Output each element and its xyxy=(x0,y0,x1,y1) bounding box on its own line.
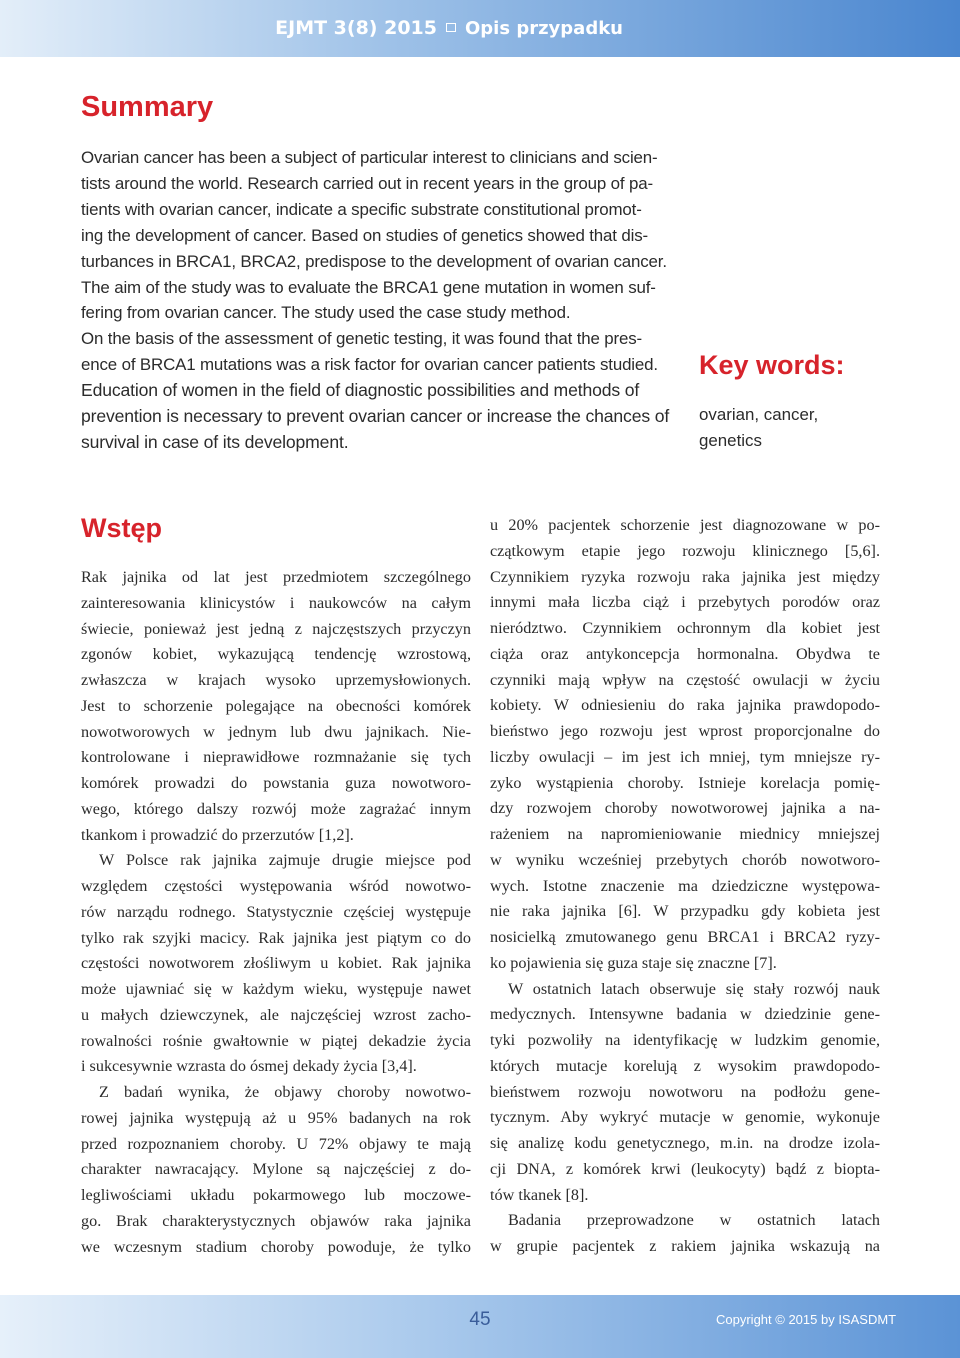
body-line: go. Brak charakterystycznych objawów raka jajnika xyxy=(81,1211,471,1230)
keywords-line: genetics xyxy=(699,430,762,450)
body-line: rażeniem na napromieniowanie miednicy mniejszej xyxy=(490,825,880,843)
body-line: rów narządu rodnego. Statystycznie częściej występuje xyxy=(81,902,471,921)
body-line: tów tkanek [8]. xyxy=(490,1185,589,1204)
journal-header xyxy=(275,17,623,39)
body-line: rowej jajnika występują aż u 95% badanych na rok xyxy=(81,1108,471,1127)
body-line: w grupie pacjentek z rakiem jajnika wskazują na xyxy=(490,1237,880,1255)
body-line: innymi mała liczba ciąż i przebytych porodów oraz xyxy=(490,593,880,612)
summary-line: On the basis of the assessment of genetic testing, it was found that the pres- xyxy=(81,329,643,349)
body-line: medycznych. Intensywne badania w dziedzinie gene- xyxy=(490,1005,880,1024)
intro-heading: Wstęp xyxy=(81,513,162,543)
body-line: Z badań wynika, że objawy choroby nowotwo- xyxy=(99,1083,471,1101)
summary-line: turbances in BRCA1, BRCA2, predispose to the development of ovarian cancer. xyxy=(81,251,667,271)
summary-line: tists around the world. Research carried out in recent years in the group of pa- xyxy=(81,173,653,193)
body-line: wych. Istotne znaczenie ma dziedziczne występowa- xyxy=(490,876,880,895)
section-label: Opis przypadku xyxy=(464,18,623,39)
body-line: świecie, ponieważ jest jedną z najczęstszych przyczyn xyxy=(81,619,471,638)
body-line: tkankom i prowadzić do przerzutów [1,2]. xyxy=(81,825,354,844)
body-line: nie raka jajnika [6]. W przypadku gdy kobieta jest xyxy=(490,902,880,921)
body-line: czątkowym etapie jego rozwoju klinicznego [5,6]. xyxy=(490,541,880,560)
summary-line: ence of BRCA1 mutations was a risk factor for ovarian cancer patients studied. xyxy=(81,355,658,375)
body-line: liczby owulacji – im jest ich mniej, tym mniejsze ry- xyxy=(490,747,880,766)
body-line: charakter nawracający. Mylone są najczęściej z do- xyxy=(81,1160,471,1179)
body-line: komórek prowadzi do powstania guza nowotworo- xyxy=(81,774,471,792)
body-line: kobiety. W odniesieniu do raka jajnika prawdopodo- xyxy=(490,696,880,715)
body-line: bieństwo jego rozwoju jest wprost proporcjonalne do xyxy=(490,722,880,740)
body-line: ciąża oraz antykoncepcja hormonalna. Obydwa te xyxy=(490,644,880,663)
summary-line: Education of women in the field of diagnostic possibilities and methods of xyxy=(81,380,640,401)
body-line: częstości nowotworem złośliwym u kobiet. Rak jajnika xyxy=(81,954,471,973)
body-line: dzy rozwojem choroby nowotworowej jajnika a na- xyxy=(490,799,880,818)
square-separator-icon xyxy=(446,23,456,32)
summary-line: The aim of the study was to evaluate the BRCA1 gene mutation in women suf- xyxy=(81,277,656,297)
body-line: rowalności rośnie gwałtownie w piątej dekadzie życia xyxy=(81,1031,471,1050)
body-line: u małych dziewczynek, ale najczęściej wzrost zacho- xyxy=(81,1005,471,1024)
keywords-heading: Key words: xyxy=(699,350,845,380)
intro-left-column xyxy=(81,565,471,1260)
intro-right-column xyxy=(490,513,880,1260)
body-line: wego, którego dalszy rozwój może zagrażać innym xyxy=(81,799,471,818)
body-line: może ujawniać się w każdym wieku, występuje nawet xyxy=(81,980,471,998)
body-line: kontrolowane i nieprawidłowe rozmnażanie się tych xyxy=(81,748,471,767)
summary-line: Ovarian cancer has been a subject of particular interest to clinicians and scien- xyxy=(81,148,658,167)
body-line: i sukcesywnie wzrasta do ósmej dekady życia [3,4]. xyxy=(81,1057,417,1076)
body-line: zwłaszcza w krajach wysoko uprzemysłowionych. xyxy=(81,671,471,689)
copyright-notice: Copyright © 2015 by ISASDMT xyxy=(716,1312,897,1327)
body-line: W ostatnich latach obserwuje się stały rozwój nauk xyxy=(508,979,880,998)
keywords-line: ovarian, cancer, xyxy=(699,405,819,424)
body-line: u 20% pacjentek schorzenie jest diagnozowane w po- xyxy=(490,516,880,534)
journal-title: EJMT 3(8) 2015 xyxy=(275,17,437,39)
page-number: 45 xyxy=(469,1309,491,1330)
summary-heading: Summary xyxy=(81,91,214,123)
body-line: względem częstości występowania wśród nowotwo- xyxy=(81,877,471,895)
body-line: bieństwem rozwoju nowotworu na podłożu gene- xyxy=(490,1082,880,1101)
body-line: tylko rak szyjki macicy. Rak jajnika jest piątym co do xyxy=(81,928,471,947)
body-line: nosicielką zmutowanego genu BRCA1 i BRCA2 ryzy- xyxy=(490,928,880,946)
summary-abstract xyxy=(81,145,687,456)
body-line: tyki pozwoliły na identyfikację w ludzkim genomie, xyxy=(490,1031,880,1049)
body-line: w wyniku wcześniej przebytych chorób nowotworo- xyxy=(490,850,880,869)
body-line: Jest to schorzenie polegające na obecności komórek xyxy=(81,696,471,715)
body-line: nierództwo. Czynnikiem ochronnym dla kobiet jest xyxy=(490,619,880,637)
body-line: się analizę kodu genetycznego, m.in. na drodze izola- xyxy=(490,1134,880,1152)
body-line: ko pojawienia się guza staje się znaczne [7]. xyxy=(490,953,777,972)
summary-line: fering from ovarian cancer. The study used the case study method. xyxy=(81,303,571,323)
body-line: Badania przeprowadzone w ostatnich latach xyxy=(508,1211,880,1230)
body-line: których mutacje korelują z wysokim prawdopodo- xyxy=(490,1056,880,1075)
summary-line: tients with ovarian cancer, indicate a specific substrate constitutional promot- xyxy=(81,199,642,219)
summary-line: ing the development of cancer. Based on studies of genetics showed that dis- xyxy=(81,225,648,245)
summary-line: prevention is necessary to prevent ovarian cancer or increase the chances of xyxy=(81,406,670,427)
body-line: Czynnikiem ryzyka rozwoju raka jajnika jest między xyxy=(490,567,880,586)
body-line: legliwościami układu pokarmowego lub moczowe- xyxy=(81,1186,471,1204)
body-line: Rak jajnika od lat jest przedmiotem szczególnego xyxy=(81,568,471,586)
body-line: zainteresowania klinicystów i naukowców na całym xyxy=(81,593,471,612)
body-line: przed rozpoznaniem choroby. U 72% objawy te mają xyxy=(81,1134,471,1153)
body-line: W Polsce rak jajnika zajmuje drugie miejsce pod xyxy=(99,851,471,870)
summary-line: survival in case of its development. xyxy=(81,431,349,452)
keywords-list xyxy=(699,402,899,454)
body-line: zyko wystąpienia choroby. Istnieje korelacja pomię- xyxy=(490,773,880,792)
body-line: we wczesnym stadium choroby powoduje, że tylko xyxy=(81,1237,471,1256)
body-line: nowotworowych w jednym lub dwu jajnikach. Nie- xyxy=(81,722,471,741)
body-line: cji DNA, z komórek krwi (leukocyty) bądź z biopta- xyxy=(490,1159,880,1178)
body-line: tycznym. Aby wykryć mutacje w genomie, wykonuje xyxy=(490,1108,880,1127)
body-line: czynniki mają wpływ na częstość owulacji w życiu xyxy=(490,670,880,689)
body-line: zgonów kobiet, wykazującą tendencję wzrostową, xyxy=(81,645,471,664)
